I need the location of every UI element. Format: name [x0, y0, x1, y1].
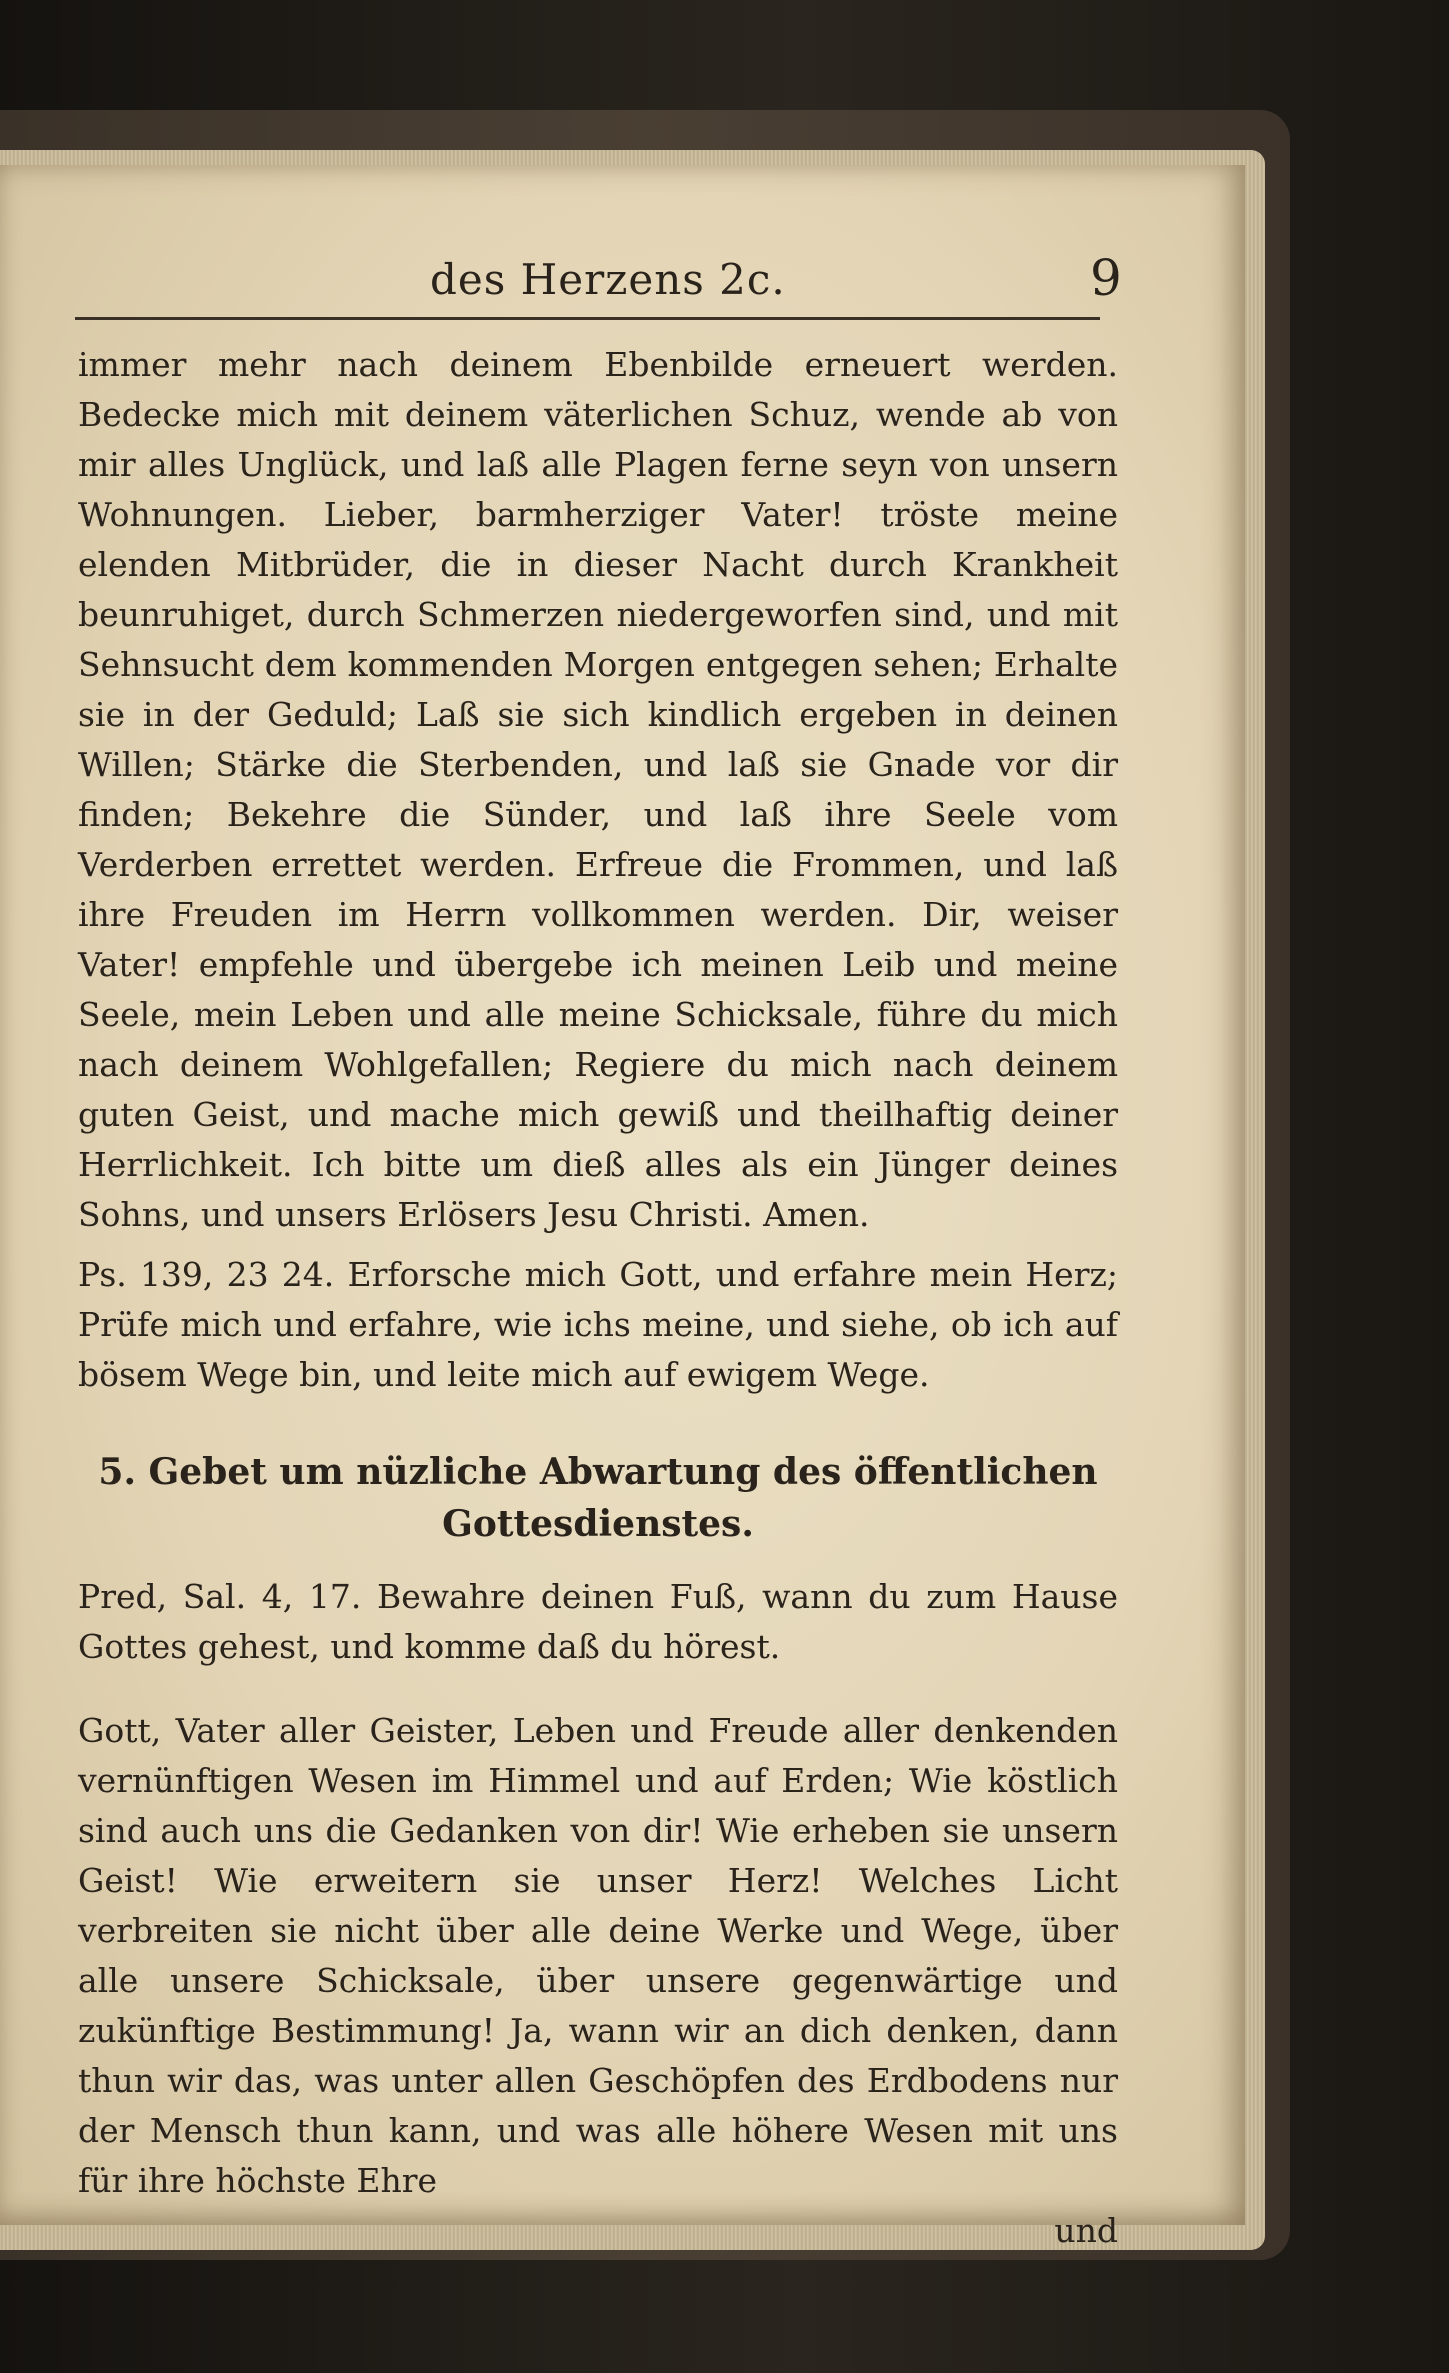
header-rule [75, 317, 1100, 320]
running-head: des Herzens 2c. [430, 255, 786, 304]
prayer-paragraph-2: Gott, Vater aller Geister, Leben und Freude aller denkenden vernünftigen Wesen im Himmel und auf Erden; Wie köstlich sind auch uns die Gedanken von dir! Wie erheben sie unsern Geist! Wie erweitern sie unser Herz! Welches Licht verbreiten sie nicht über alle deine Werke und Wege, über alle unsere Schicksale, über unsere gegenwärtige und zukünftige Bestimmung! Ja, wann wir an dich denken, dann thun wir das, was unter allen Geschöpfen des Erdbodens nur der Mensch thun kann, und was alle höhere Wesen mit uns für ihre höchste Ehre [78, 1711, 1118, 2200]
catchword: und [1054, 2211, 1118, 2250]
book-page [0, 165, 1245, 2250]
prayer-paragraph: immer mehr nach deinem Ebenbilde erneuert werden. Bedecke mich mit deinem väterlichen Schuz, wende ab von mir alles Unglück, und laß alle Plagen ferne seyn von unsern Wohnungen. Lieber, barmherziger Vater! tröste meine elenden Mitbrüder, die in dieser Nacht durch Krankheit beunruhiget, durch Schmerzen niedergeworfen sind, und mit Sehnsucht dem kommenden Morgen entgegen sehen; Erhalte sie in der Geduld; Laß sie sich kindlich ergeben in deinen Willen; Stärke die Sterbenden, und laß sie Gnade vor dir finden; Bekehre die Sünder, und laß ihre Seele vom Verderben errettet werden. Erfreue die Frommen, und laß ihre Freuden im Herrn vollkommen werden. Dir, weiser Vater! empfehle und übergebe ich meinen Leib und meine Seele, mein Leben und alle meine Schicksale, führe du mich nach deinem Wohlgefallen; Regiere du mich nach deinem guten Geist, und mache mich gewiß und theilhaftig deiner Herrlichkeit. Ich bitte um dieß alles als ein Jünger deines Sohns, und unsers Erlösers Jesu Christi. Amen. [78, 345, 1118, 1234]
preacher-quote: Pred, Sal. 4, 17. Bewahre deinen Fuß, wann du zum Hause Gottes gehest, und komme daß du hörest. [78, 1577, 1118, 1666]
section-heading: 5. Gebet um nüzliche Abwartung des öffentlichen Gottesdienstes. [98, 1451, 1098, 1545]
page-body [78, 340, 1118, 2256]
page-number: 9 [1090, 249, 1122, 307]
psalm-quote: Ps. 139, 23 24. Erforsche mich Gott, und erfahre mein Herz; Prüfe mich und erfahre, wie ichs meine, und siehe, ob ich auf bösem Wege bin, und leite mich auf ewigem Wege. [78, 1255, 1118, 1394]
